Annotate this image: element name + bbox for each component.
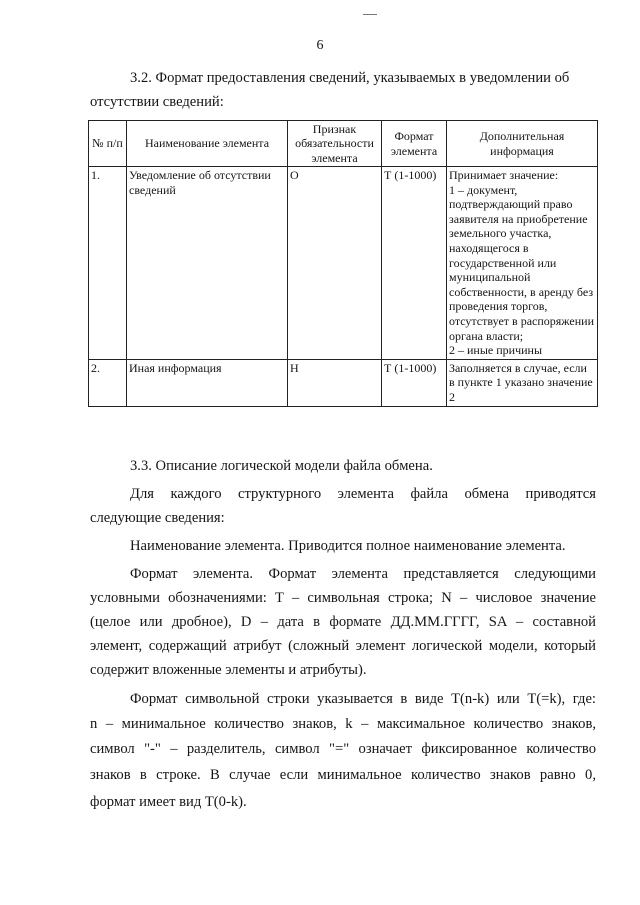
format-line2: условными обозначениями: T – символьная строка; N – числовое значение [90, 590, 596, 606]
string-line5: формат имеет вид T(0-k). [90, 794, 247, 810]
format-line4: элемент, содержащий атрибут (сложный элемент логической модели, который [90, 638, 596, 654]
page-number: 6 [316, 38, 324, 53]
row-required: О [288, 167, 382, 360]
string-line3: символ "-" – разделитель, символ "=" означает фиксированное количество [90, 741, 596, 757]
header-mark [363, 14, 377, 15]
format-line3: (целое или дробное), D – дата в формате ДД.ММ.ГГГГ, SA – составной [90, 614, 596, 630]
header-num: № п/п [89, 121, 127, 167]
table-row [89, 167, 598, 360]
row-format: Т (1-1000) [382, 359, 447, 406]
header-required: Признак обязательности элемента [288, 121, 382, 167]
section-3-2-line1: 3.2. Формат предоставления сведений, указываемых в уведомлении об [130, 70, 570, 86]
string-line1: Формат символьной строки указывается в виде T(n-k) или T(=k), где: [130, 691, 596, 707]
row-info: Заполняется в случае, если в пункте 1 указано значение 2 [447, 359, 598, 406]
row-name: Уведомление об отсутствии сведений [127, 167, 288, 360]
row-name: Иная информация [127, 359, 288, 406]
intro-line2: следующие сведения: [90, 510, 225, 526]
header-info: Дополнительная информация [447, 121, 598, 167]
row-num: 2. [89, 359, 127, 406]
row-required: Н [288, 359, 382, 406]
format-line1: Формат элемента. Формат элемента представляется следующими [130, 566, 596, 582]
header-format: Формат элемента [382, 121, 447, 167]
elements-table [88, 120, 598, 407]
name-description: Наименование элемента. Приводится полное наименование элемента. [130, 538, 566, 554]
row-info: Принимает значение: 1 – документ, подтверждающий право заявителя на приобретение земельного участка, находящегося в государственной или муниципальной собственности, в аренду без проведения торгов, отсутствует в распоряжении органа власти; 2 – иные причины [447, 167, 598, 360]
section-3-3-heading: 3.3. Описание логической модели файла обмена. [130, 458, 433, 474]
row-num: 1. [89, 167, 127, 360]
table-header-row [89, 121, 598, 167]
format-line5: содержит вложенные элементы и атрибуты). [90, 662, 367, 678]
header-name: Наименование элемента [127, 121, 288, 167]
intro-line1: Для каждого структурного элемента файла обмена приводятся [130, 486, 596, 502]
table-row [89, 359, 598, 406]
row-format: Т (1-1000) [382, 167, 447, 360]
string-line2: n – минимальное количество знаков, k – максимальное количество знаков, [90, 716, 596, 732]
string-line4: знаков в строке. В случае если минимальное количество знаков равно 0, [90, 767, 596, 783]
section-3-2-line2: отсутствии сведений: [90, 94, 224, 110]
